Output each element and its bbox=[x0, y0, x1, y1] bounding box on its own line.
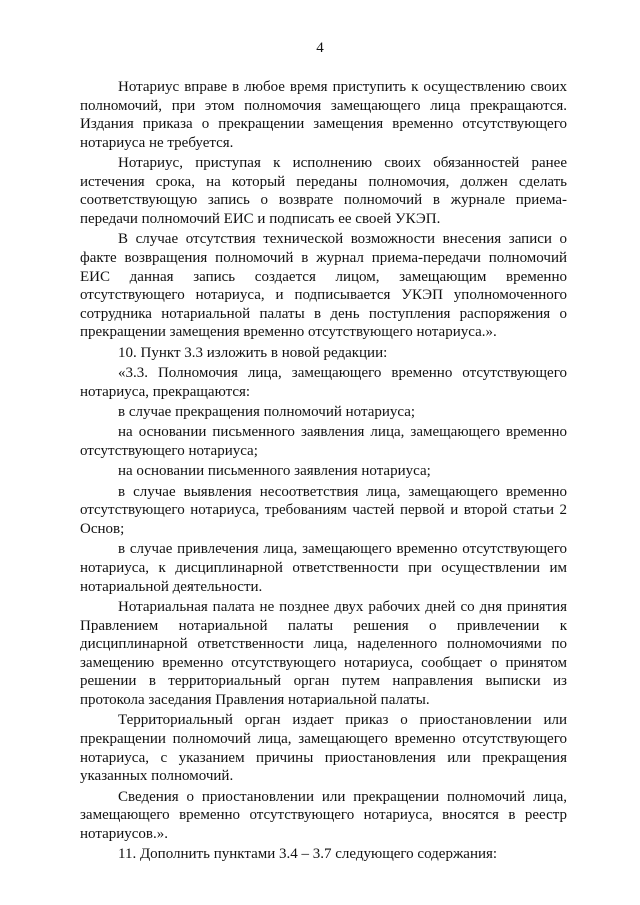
paragraph-early-return-record: Нотариус, приступая к исполнению своих обязанностей ранее истечения срока, на который переданы полномочия, должен сделать соответствующую запись о возврате полномочий в журнале приема-передачи полномочий ЕИС и подписать ее своей УКЭП. bbox=[80, 155, 567, 227]
list-item-deputy-application: на основании письменного заявления лица, замещающего временно отсутствующего нотариуса; bbox=[80, 424, 567, 460]
paragraph-territorial-order: Территориальный орган издает приказ о приостановлении или прекращении полномочий лица, замещающего временно отсутствующего нотариуса, с указанием причины приостановления или прекращения указанных полномочий. bbox=[80, 712, 567, 785]
document-body bbox=[80, 78, 567, 864]
paragraph-no-technical-possibility: В случае отсутствия технической возможности внесения записи о факте возвращения полномочий в журнал приема-передачи полномочий ЕИС данная запись создается лицом, замещающим временно отсутствующего нотариуса, и подписывается УКЭП уполномоченного сотрудника нотариальной палаты в день поступления распоряжения о прекращении замещения временно отсутствующего нотариуса.». bbox=[80, 231, 567, 341]
paragraph-chamber-notification: Нотариальная палата не позднее двух рабочих дней со дня принятия Правлением нотариальной палаты решения о привлечении к дисциплинарной ответственности лица, наделенного полномочиями по замещению временно отсутствующего нотариуса, сообщает о принятом решении в территориальный орган путем направления выписки из протокола заседания Правления нотариальной палаты. bbox=[80, 599, 567, 708]
paragraph-item-10: 10. Пункт 3.3 изложить в новой редакции: bbox=[118, 344, 388, 361]
paragraph-item-11: 11. Дополнить пунктами 3.4 – 3.7 следующего содержания: bbox=[118, 846, 498, 863]
paragraph-clause-3-3: «3.3. Полномочия лица, замещающего временно отсутствующего нотариуса, прекращаются: bbox=[80, 365, 567, 400]
paragraph-notary-may-resume: Нотариус вправе в любое время приступить к осуществлению своих полномочий, при этом полномочия замещающего лица прекращаются. Издания приказа о прекращении замещения временно отсутствующего нотариуса не требуется. bbox=[80, 79, 567, 151]
paragraph-registry-entry: Сведения о приостановлении или прекращении полномочий лица, замещающего временно отсутствующего нотариуса, вносятся в реестр нотариусов.». bbox=[80, 788, 567, 842]
list-item-disciplinary-liability: в случае привлечения лица, замещающего временно отсутствующего нотариуса, к дисциплинарной ответственности при осуществлении им нотариальной деятельности. bbox=[80, 541, 567, 595]
list-item-termination-of-notary: в случае прекращения полномочий нотариуса; bbox=[118, 404, 416, 421]
page-number: 4 bbox=[316, 40, 324, 56]
list-item-notary-application: на основании письменного заявления нотариуса; bbox=[118, 463, 431, 480]
list-item-requirements-mismatch: в случае выявления несоответствия лица, замещающего временно отсутствующего нотариуса, требованиям частей первой и второй статьи 2 Основ; bbox=[80, 483, 567, 538]
